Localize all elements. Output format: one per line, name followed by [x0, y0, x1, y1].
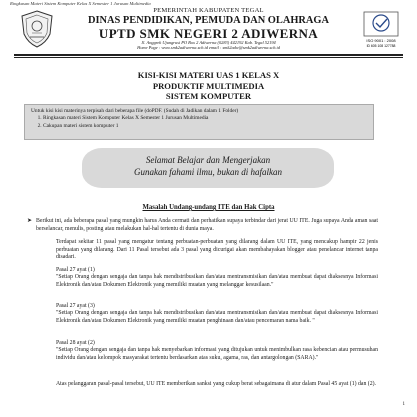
info-intro: Untuk kisi kisi materinya terpisah dari beberapa file (doPDF. (Sudah di Jadikan dalam 1 Folder) [31, 108, 239, 114]
title-line-2: PRODUKTIF MULTIMEDIA [152, 80, 265, 91]
tegal-regency-emblem-icon [20, 10, 54, 48]
department-name: DINAS PENDIDIKAN, PEMUDA DAN OLAHRAGA [87, 14, 329, 26]
article-heading: Pasal 27 ayat (3) [56, 303, 95, 309]
document-title [0, 70, 417, 102]
running-header: Ringkasan Materi Sistem Komputer Kelas X Semester 1 Jurusan Multimedia [10, 1, 151, 6]
article-heading: Pasal 27 ayat (1) [56, 267, 95, 273]
letterhead-rule-thin [14, 57, 403, 58]
letterhead [14, 8, 403, 52]
quote-line-2: Gunakan fahami ilmu, bukan di hafalkan [134, 166, 282, 177]
info-list-item: 2. Cakupan materi sistem komputer 1 [43, 123, 367, 130]
title-line-3: SISTEM KOMPUTER [165, 91, 252, 102]
iso-cert-number: ID 605 108 127788 [366, 44, 396, 48]
letterhead-rule-thick [14, 54, 403, 56]
article-heading: Pasal 28 ayat (2) [56, 340, 95, 346]
letterhead-text [60, 8, 357, 51]
paragraph-overview: Terdapat sekitar 11 pasal yang mengatur tentang perbuatan-perbuatan yang dilarang dalam UU ITE, yang mencakup hampir 22 jenis perbuatan yang dilarang. Dari 11 Pasal tersebut ada 3 pasal yang dicurigai akan membahayakan blogger atau penelancar internet tanpa disadari. [56, 239, 378, 261]
article-text: "Setiap Orang dengan sengaja dan tanpa hak menyebarkan informasi yang ditujukan untuk menimbulkan rasa kebencian atau permusuhan individu dan/atau kelompok masyarakat tertentu berdasarkan atas suku, agama, ras, dan antargolongan (SARA)." [56, 347, 378, 361]
government-name: PEMERINTAH KABUPATEN TEGAL [153, 7, 264, 14]
article-text: "Setiap Orang dengan sengaja dan tanpa hak mendistribusikan dan/atau mentransmisikan dan/atau membuat dapat diaksesnya Informasi Elektronik dan/atau Dokumen Elektronik yang memiliki muatan yang melanggar kesusilaan." [56, 274, 378, 288]
iso-certification-badge-icon [361, 10, 401, 50]
info-box [24, 104, 374, 140]
info-list-item: 1. Ringkasan materi Sistem Komputer Kelas X Semester 1 Jurusan Multimedia [43, 115, 367, 122]
quote-line-1: Selamat Belajar dan Mengerjakan [145, 155, 271, 165]
arrow-bullet-icon: ➤ [27, 218, 33, 224]
school-contact: Home Page : www.smk2adiwerna.sch.id email : smk2adw@smk2adiwerna.sch.id [137, 45, 280, 51]
school-address: Jl. Anggrek Ujungrusi PO Box 2 Adiwerna (0283) 442192 Kab. Tegal 52194 [141, 40, 276, 46]
paragraph-sanctions: Atas pelanggaran pasal-pasal tersebut, UU ITE memberikan sanksi yang cukup berat sebagaimana di atur dalam Pasal 45 ayat (1) dan (2). [56, 381, 377, 387]
iso-cert-text: ISO 9001 : 2008 [366, 38, 396, 43]
intro-bullet-text: Berikut ini, ada beberapa pasal yang mungkin harus Anda cermati dan perhatikan supaya terbindar dari jerat UU ITE. Juga supaya Anda aman saat berselancar, menulis, posting atau melakukan hal-hal tertentu di dunia maya. [36, 218, 378, 232]
section-title: Masalah Undang-undang ITE dan Hak Cipta [142, 204, 275, 211]
info-list [31, 115, 367, 130]
intro-bullet [27, 218, 378, 233]
page-number: 1 [402, 402, 405, 407]
article-text: "Setiap Orang dengan sengaja dan tanpa hak mendistribusikan dan/atau mentransmisikan dan/atau membuat dapat diaksesnya Informasi Elektronik dan/atau Dokumen Elektronik yang memiliki muatan penghinaan dan/atau pencemaran nama baik. " [56, 310, 378, 324]
school-name: UPTD SMK NEGERI 2 ADIWERNA [98, 25, 319, 41]
motivation-quote [82, 148, 334, 188]
title-line-1: KISI-KISI MATERI UAS 1 KELAS X [137, 70, 280, 80]
